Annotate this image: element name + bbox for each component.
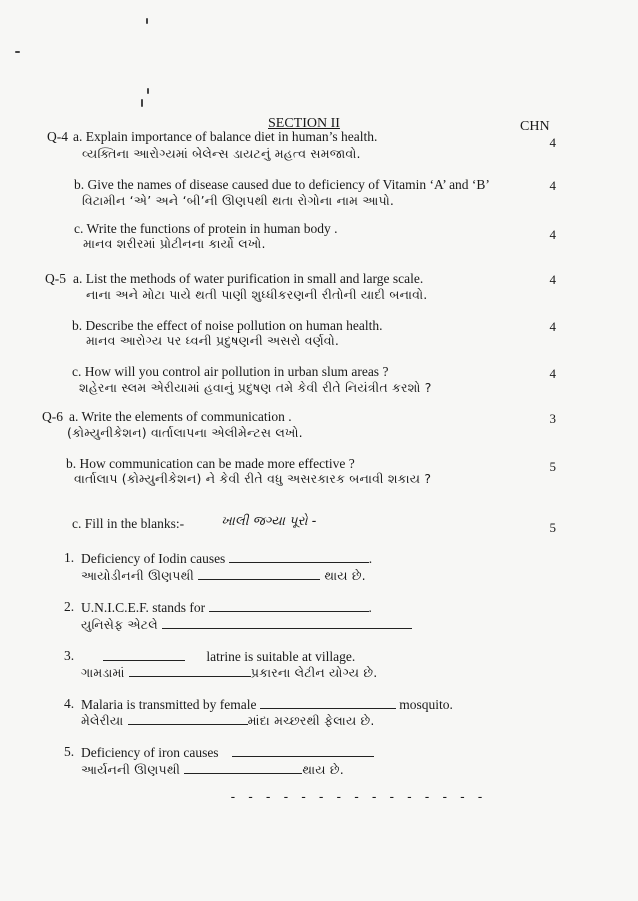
blank2-answer-line xyxy=(209,599,369,612)
blank3-gujarati-line xyxy=(129,664,251,677)
blank4-english-end: mosquito. xyxy=(399,697,453,712)
blank2-gujarati-line xyxy=(162,616,412,629)
scan-speck xyxy=(15,51,20,53)
blank4-english xyxy=(81,696,453,713)
q4a-marks: 4 xyxy=(549,135,556,150)
q5b-english: b. Describe the effect of noise pollution on human health. xyxy=(72,318,383,333)
q5c-english: c. How will you control air pollution in urban slum areas ? xyxy=(72,364,389,379)
question-label-q6: Q-6 xyxy=(42,409,63,424)
section-heading: SECTION II xyxy=(268,116,340,131)
blank4-answer-line xyxy=(260,696,396,709)
blank4-gujarati-line xyxy=(128,712,248,725)
question-label-q5: Q-5 xyxy=(45,271,66,286)
blank3-gujarati-end: પ્રકારના લેટીન યોગ્ય છે. xyxy=(250,665,378,680)
blank5-gujarati-text: આર્યનની ઊણપથી xyxy=(81,762,181,777)
q5a-marks: 4 xyxy=(549,272,556,287)
blank4-gujarati-end: માંદા મચ્છરથી ફેલાય છે. xyxy=(247,713,375,728)
blank1-gujarati xyxy=(81,567,366,584)
blank3-english-text: latrine is suitable at village. xyxy=(206,649,356,664)
q5b-gujarati: માનવ આરોગ્ય પર ધ્વની પ્રદુષણની અસરો વર્ણવો. xyxy=(86,333,340,348)
blank1-english xyxy=(81,550,372,567)
blank5-english-text: Deficiency of iron causes xyxy=(81,745,219,760)
q6b-gujarati: વાર્તાલાપ (કોમ્યુનીકેશન) ને કેવી રીતે વધુ અસરકારક બનાવી શકાય ? xyxy=(74,471,432,486)
blank5-gujarati-end: થાય છે. xyxy=(302,762,344,777)
blank-item-number: 4. xyxy=(64,696,75,711)
blank1-gujarati-end: થાય છે. xyxy=(324,568,366,583)
q4c-english: c. Write the functions of protein in human body . xyxy=(74,221,338,236)
blank2-english xyxy=(81,599,372,616)
blank1-gujarati-text: આયોડીનની ઊણપથી xyxy=(81,568,194,583)
blank1-english-text: Deficiency of Iodin causes xyxy=(81,551,226,566)
blank1-answer-line xyxy=(229,550,369,563)
blank3-gujarati xyxy=(81,664,377,681)
blank3-english xyxy=(103,648,355,665)
blank5-gujarati xyxy=(81,761,344,778)
blank2-gujarati-text: યુનિસેફ એટલે xyxy=(81,617,158,632)
blank-item-number: 2. xyxy=(64,599,75,614)
q4c-gujarati: માનવ શરીરમાં પ્રોટીનના કાર્યો લખો. xyxy=(83,236,266,251)
blank3-gujarati-text: ગામડામાં xyxy=(81,665,125,680)
q6b-english: b. How communication can be made more effective ? xyxy=(66,456,355,471)
end-of-paper-marker: - - - - - - - - - - - - - - - xyxy=(229,790,485,805)
q6a-marks: 3 xyxy=(549,411,556,426)
q5c-gujarati: શહેરના સ્લમ એરીયામાં હવાનું પ્રદુષણ તમે કેવી રીતે નિયંત્રીત કરશો ? xyxy=(79,380,432,395)
q5b-marks: 4 xyxy=(549,319,556,334)
q4b-gujarati: વિટામીન ‘એ’ અને ‘બી’ની ઊણપથી થતા રોગોના નામ આપો. xyxy=(82,193,395,208)
blank1-english-end: . xyxy=(368,551,373,566)
blank-item-number: 5. xyxy=(64,744,75,759)
q6c-english: c. Fill in the blanks:- xyxy=(72,516,185,531)
blank5-gujarati-line xyxy=(184,761,302,774)
blank5-english xyxy=(81,744,374,761)
question-label-q4: Q-4 xyxy=(47,129,68,144)
q6c-marks: 5 xyxy=(549,520,556,535)
blank-item-number: 3. xyxy=(64,648,75,663)
blank-item-number: 1. xyxy=(64,550,75,565)
blank4-english-text: Malaria is transmitted by female xyxy=(81,697,257,712)
q4a-gujarati: વ્યક્તિના આરોગ્યમાં બેલેન્સ ડાયટનું મહત્વ સમજાવો. xyxy=(82,146,361,161)
q5a-gujarati: નાના અને મોટા પાયે થતી પાણી શુધ્ધીકરણની રીતોની યાદી બનાવો. xyxy=(86,287,428,302)
blank2-english-text: U.N.I.C.E.F. stands for xyxy=(81,600,206,615)
scan-speck xyxy=(147,88,149,94)
scan-speck xyxy=(141,99,143,107)
q4c-marks: 4 xyxy=(549,227,556,242)
blank4-gujarati xyxy=(81,712,375,729)
q6a-english: a. Write the elements of communication . xyxy=(69,409,292,424)
blank4-gujarati-text: મેલેરીયા xyxy=(81,713,124,728)
blank3-answer-line xyxy=(103,648,185,661)
blank1-gujarati-line xyxy=(198,567,320,580)
q4b-english: b. Give the names of disease caused due to deficiency of Vitamin ‘A’ and ‘B’ xyxy=(74,177,490,192)
q5a-english: a. List the methods of water purification in small and large scale. xyxy=(73,271,424,286)
blank2-gujarati xyxy=(81,616,412,633)
q6a-gujarati: (કોમ્યુનીકેશન) વાર્તાલાપના એલીમેન્ટસ લખો. xyxy=(67,425,303,440)
q4a-english: a. Explain importance of balance diet in human’s health. xyxy=(73,129,378,144)
q6c-handwritten-note: ખાલી જગ્યા પૂરો - xyxy=(221,514,317,529)
scan-speck xyxy=(146,18,148,24)
q5c-marks: 4 xyxy=(549,366,556,381)
q6b-marks: 5 xyxy=(549,459,556,474)
q4b-marks: 4 xyxy=(549,178,556,193)
blank5-answer-line xyxy=(232,744,374,757)
subject-code: CHN xyxy=(520,119,550,134)
blank2-english-end: . xyxy=(368,600,372,615)
